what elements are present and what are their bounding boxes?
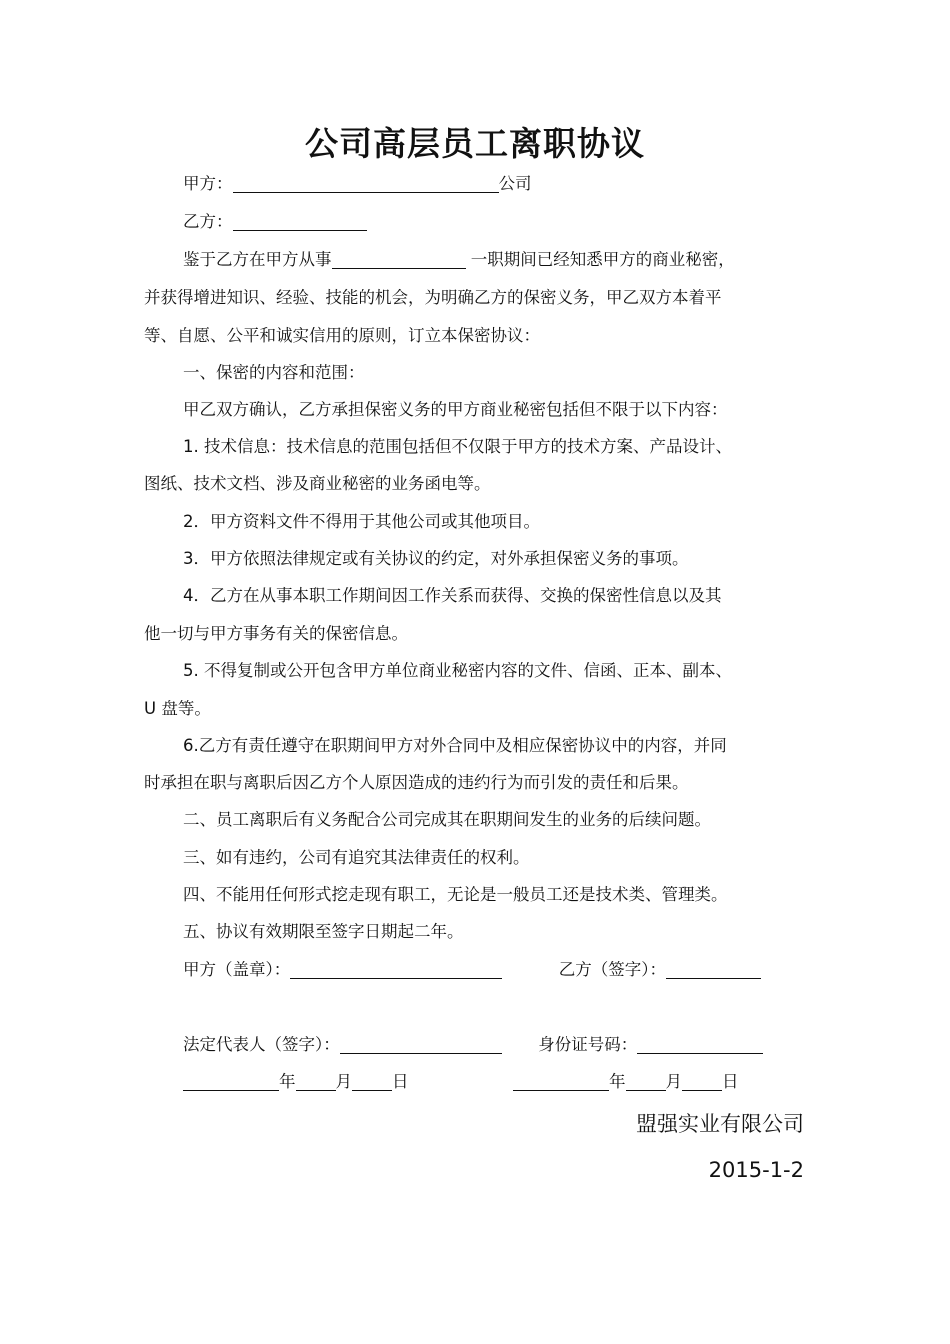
item1-line2: 图纸、技术文档、涉及商业秘密的业务函电等。 [144,474,491,493]
party-a-suffix: 公司 [498,174,532,193]
party-a-blank[interactable] [233,174,499,193]
footer-date: 2015-1-2 [708,1158,804,1182]
item1-line1: 1. 技术信息：技术信息的范围包括但不仅限于甲方的技术方案、产品设计、 [183,437,732,456]
party-b-year-blank[interactable] [513,1072,609,1091]
party-b-month-label: 月 [665,1072,682,1091]
legal-rep-label: 法定代表人（签字）： [183,1035,340,1054]
legal-rep-blank-b[interactable] [436,1035,502,1054]
intro-line-1 [183,248,851,272]
party-b-sign-blank[interactable] [666,960,761,979]
party-a-day-label: 日 [392,1072,409,1091]
item5-line2: U 盘等。 [144,699,211,718]
id-number-blank-a[interactable] [637,1035,735,1054]
intro-text-a: 鉴于乙方在甲方从事 [183,250,332,269]
party-a-year-blank[interactable] [183,1072,279,1091]
section1-heading: 一、保密的内容和范围： [183,363,365,382]
item2: 2．甲方资料文件不得用于其他公司或其他项目。 [183,512,540,531]
section3: 三、如有违约，公司有追究其法律责任的权利。 [183,848,530,867]
intro-line-3: 等、自愿、公平和诚实信用的原则，订立本保密协议： [144,326,540,345]
id-number-blank-b[interactable] [735,1035,763,1054]
party-b-line [183,210,851,234]
party-b-blank[interactable] [233,212,367,231]
signature-row-2 [183,1033,851,1057]
item3: 3．甲方依照法律规定或有关协议的约定，对外承担保密义务的事项。 [183,549,689,568]
party-a-month-blank[interactable] [296,1072,336,1091]
party-b-day-blank[interactable] [682,1072,722,1091]
party-a-label: 甲方： [183,174,233,193]
date-row [183,1070,851,1094]
party-a-month-label: 月 [335,1072,352,1091]
intro-text-b: 一职期间已经知悉甲方的商业秘密， [465,250,735,269]
party-b-sign-label: 乙方（签字）： [558,960,666,979]
party-b-year-label: 年 [609,1072,626,1091]
item6-line1: 6.乙方有责任遵守在职期间甲方对外合同中及相应保密协议中的内容，并同 [183,736,727,755]
section5: 五、协议有效期限至签字日期起二年。 [183,922,464,941]
party-b-label: 乙方： [183,212,233,231]
position-blank[interactable] [332,250,466,269]
party-a-seal-blank[interactable] [290,960,502,979]
item5-line1: 5. 不得复制或公开包含甲方单位商业秘密内容的文件、信函、正本、副本、 [183,661,732,680]
section4: 四、不能用任何形式挖走现有职工，无论是一般员工还是技术类、管理类。 [183,885,728,904]
item4-line2: 他一切与甲方事务有关的保密信息。 [144,624,408,643]
party-b-day-label: 日 [722,1072,739,1091]
item6-line2: 时承担在职与离职后因乙方个人原因造成的违约行为而引发的责任和后果。 [144,773,689,792]
party-b-month-blank[interactable] [626,1072,666,1091]
party-a-line [183,172,851,196]
item4-line1: 4．乙方在从事本职工作期间因工作关系而获得、交换的保密性信息以及其 [183,586,722,605]
footer-company: 盟强实业有限公司 [636,1112,804,1136]
id-number-label: 身份证号码： [538,1035,638,1054]
section2: 二、员工离职后有义务配合公司完成其在职期间发生的业务的后续问题。 [183,810,711,829]
legal-rep-blank-a[interactable] [340,1035,436,1054]
party-a-seal-label: 甲方（盖章）： [183,960,291,979]
intro-line-2: 并获得增进知识、经验、技能的机会，为明确乙方的保密义务，甲乙双方本着平 [144,288,722,307]
document-title: 公司高层员工离职协议 [305,124,645,163]
signature-row-1 [183,958,851,982]
party-a-year-label: 年 [279,1072,296,1091]
section1-lead: 甲乙双方确认，乙方承担保密义务的甲方商业秘密包括但不限于以下内容： [183,400,728,419]
party-a-day-blank[interactable] [352,1072,392,1091]
